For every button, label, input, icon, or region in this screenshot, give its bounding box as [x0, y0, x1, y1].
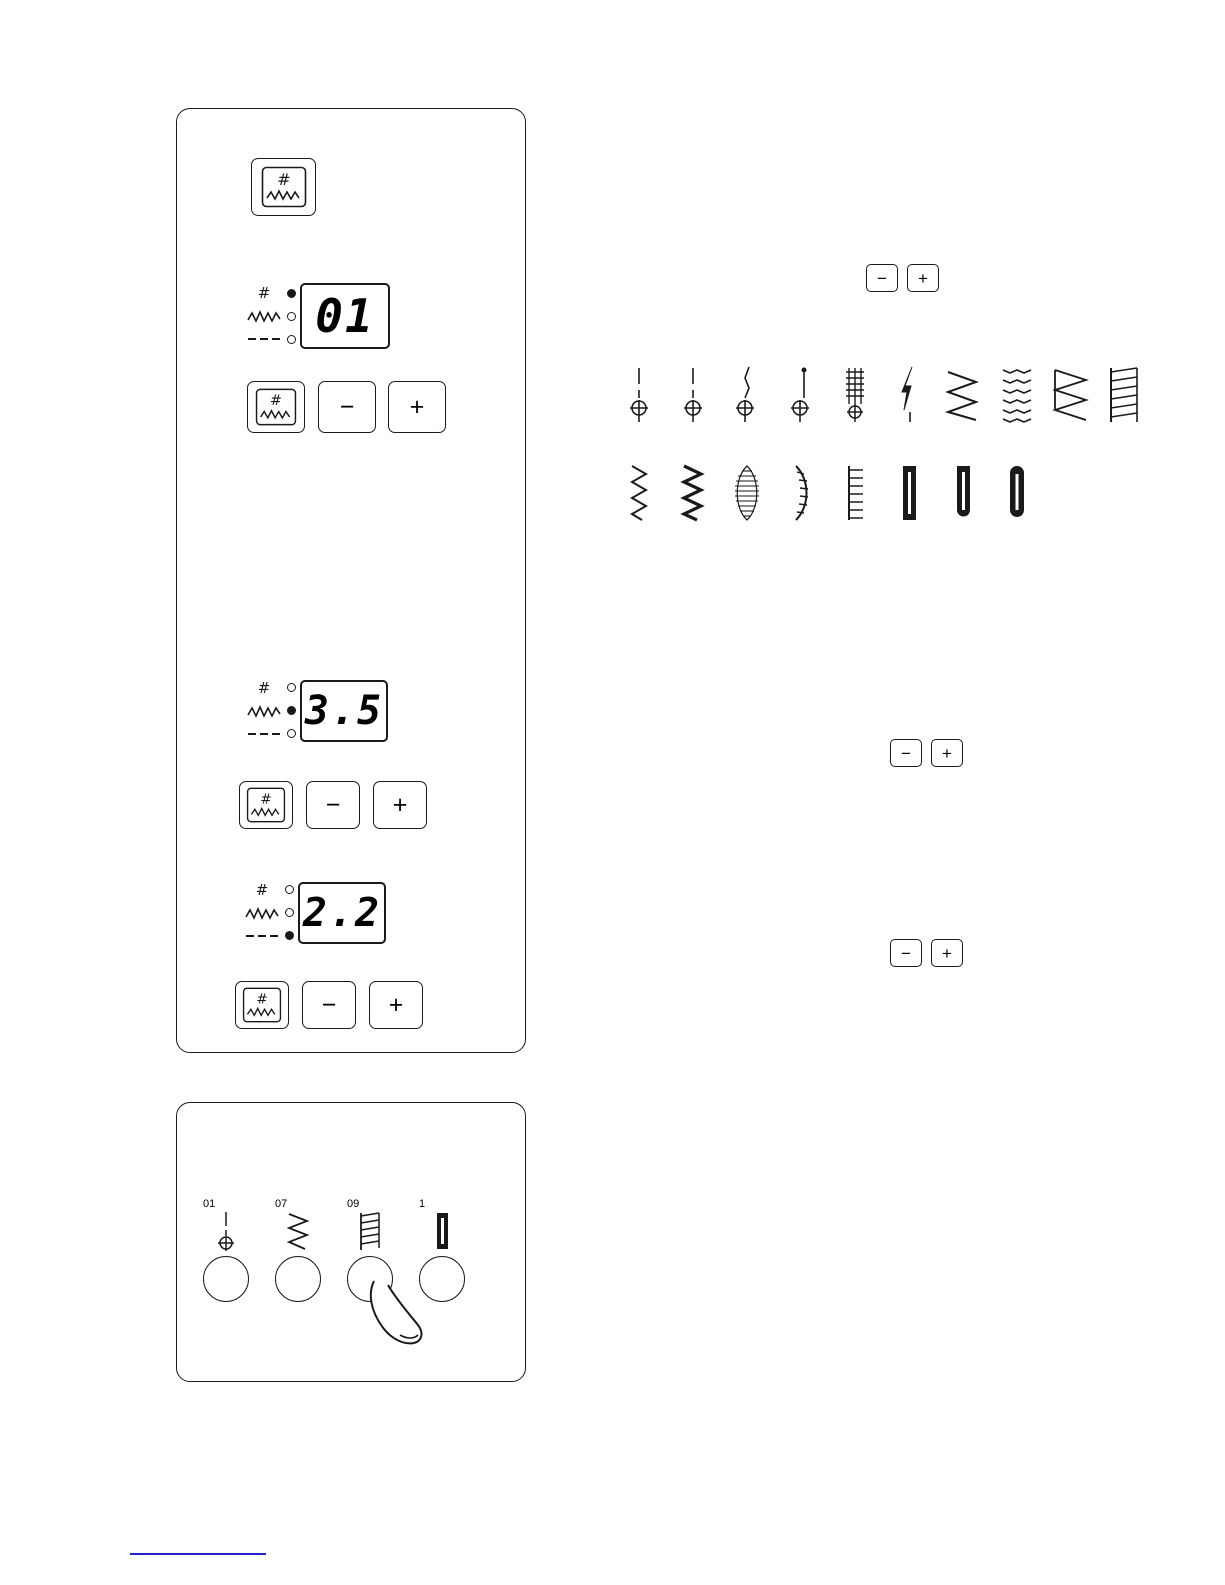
- direct-pattern-buttons-panel: [176, 1102, 526, 1382]
- svg-text:#: #: [257, 679, 271, 696]
- minus-label: −: [325, 790, 341, 819]
- stitch-wide-zigzag: [1044, 362, 1098, 428]
- direct-button-1-number: 1: [419, 1198, 426, 1210]
- dashed-line-icon: [247, 726, 281, 742]
- direct-button-07[interactable]: [263, 1198, 333, 1302]
- indicator-dot-length: [285, 931, 294, 940]
- display-indicators: [247, 679, 296, 742]
- plus-label: +: [409, 392, 425, 421]
- length-lcd-screen: [298, 882, 386, 944]
- indicator-width: [245, 904, 294, 921]
- straight-stitch-icon: [191, 1210, 261, 1252]
- mode-key-top[interactable]: [251, 158, 316, 216]
- stitch-overlock: [1098, 362, 1152, 428]
- stitch-satin-leaf: [720, 460, 774, 526]
- pattern-plus-key[interactable]: [388, 381, 446, 433]
- indicator-dot-length: [287, 335, 296, 344]
- pattern-mode-key[interactable]: [247, 381, 305, 433]
- width-adjust-pair: [890, 739, 963, 767]
- direct-button-01[interactable]: [191, 1198, 261, 1302]
- minus-label: −: [877, 268, 887, 288]
- stitch-width-value: 3.5: [304, 687, 384, 734]
- direct-button-07-number: 07: [275, 1198, 288, 1210]
- indicator-pattern: [247, 285, 296, 302]
- length-minus-key[interactable]: [302, 981, 356, 1029]
- svg-text:#: #: [255, 881, 269, 898]
- control-panel: [176, 108, 526, 1053]
- indicator-length: [245, 927, 294, 944]
- stitch-buttonhole-round: [990, 460, 1044, 526]
- stitch-straight-stitch-center: [612, 362, 666, 428]
- display-indicators: [245, 881, 294, 944]
- stitch-triple-straight: [828, 362, 882, 428]
- pattern-lcd-screen: [300, 283, 390, 349]
- stitch-width-display: [247, 679, 388, 742]
- plus-label: +: [942, 943, 952, 963]
- zigzag-stitch-icon: [263, 1210, 333, 1252]
- stitch-stretch-lightning: [882, 362, 936, 428]
- plus-label: +: [392, 790, 408, 819]
- length-adjust-minus[interactable]: [890, 939, 922, 967]
- stitch-chart-row-1: [612, 362, 1152, 428]
- indicator-width: [247, 702, 296, 719]
- indicator-pattern: [245, 881, 294, 898]
- indicator-dot-pattern: [287, 289, 296, 298]
- stitch-selection-icon: [246, 787, 286, 823]
- stitch-straight-needle-left: [774, 362, 828, 428]
- indicator-dot-width: [285, 908, 294, 917]
- stitch-length-display: [245, 881, 386, 944]
- hash-icon: [245, 882, 279, 898]
- stitch-blind-hem: [828, 460, 882, 526]
- width-adjust-plus[interactable]: [931, 739, 963, 767]
- buttonhole-icon: [407, 1210, 477, 1252]
- plus-label: +: [942, 743, 952, 763]
- stitch-selection-icon: [242, 987, 282, 1023]
- width-plus-key[interactable]: [373, 781, 427, 829]
- overlock-stitch-icon: [335, 1210, 405, 1252]
- svg-text:#: #: [256, 991, 268, 1008]
- plus-label: +: [918, 268, 928, 288]
- hash-icon: [247, 680, 281, 696]
- zigzag-icon: [245, 905, 279, 921]
- hash-icon: [247, 285, 281, 301]
- stitch-narrow-zigzag: [612, 460, 666, 526]
- minus-label: −: [321, 990, 337, 1019]
- indicator-dot-width: [287, 706, 296, 715]
- pattern-minus-key[interactable]: [318, 381, 376, 433]
- dashed-line-icon: [247, 331, 281, 347]
- stitch-zigzag: [936, 362, 990, 428]
- dashed-line-icon: [245, 928, 279, 944]
- direct-button-01-number: 01: [203, 1198, 216, 1210]
- stitch-selection-icon: [261, 166, 307, 208]
- svg-text:#: #: [257, 285, 271, 301]
- stitch-length-value: 2.2: [302, 889, 382, 936]
- indicator-dot-width: [287, 312, 296, 321]
- stitch-straight-stitch-left: [666, 362, 720, 428]
- minus-label: −: [901, 743, 911, 763]
- footer-link-underline[interactable]: [130, 1553, 266, 1555]
- minus-label: −: [901, 943, 911, 963]
- pattern-adjust-plus[interactable]: [907, 264, 939, 292]
- length-plus-key[interactable]: [369, 981, 423, 1029]
- pattern-adjust-minus[interactable]: [866, 264, 898, 292]
- direct-button-09-number: 09: [347, 1198, 360, 1210]
- pattern-number-value: 01: [315, 289, 375, 343]
- direct-button-07-circle[interactable]: [275, 1256, 321, 1302]
- zigzag-icon: [247, 308, 281, 324]
- indicator-pattern: [247, 679, 296, 696]
- stitch-rick-rack: [666, 460, 720, 526]
- stitch-crescent: [774, 460, 828, 526]
- svg-text:#: #: [260, 791, 272, 808]
- display-indicators: [247, 285, 296, 348]
- width-minus-key[interactable]: [306, 781, 360, 829]
- indicator-length: [247, 725, 296, 742]
- minus-label: −: [339, 392, 355, 421]
- stitch-straight-needle-right: [720, 362, 774, 428]
- length-adjust-plus[interactable]: [931, 939, 963, 967]
- length-mode-key[interactable]: [235, 981, 289, 1029]
- indicator-dot-pattern: [285, 885, 294, 894]
- stitch-buttonhole-keyhole: [936, 460, 990, 526]
- stitch-buttonhole-straight: [882, 460, 936, 526]
- indicator-dot-pattern: [287, 683, 296, 692]
- finger-pressing-icon: [362, 1277, 452, 1367]
- stitch-chart-row-2: [612, 460, 1044, 526]
- plus-label: +: [388, 990, 404, 1019]
- stitch-three-step-zigzag: [990, 362, 1044, 428]
- indicator-length: [247, 331, 296, 348]
- stitch-selection-icon: [255, 388, 297, 426]
- indicator-width: [247, 308, 296, 325]
- width-lcd-screen: [300, 680, 388, 742]
- zigzag-icon: [247, 703, 281, 719]
- width-adjust-minus[interactable]: [890, 739, 922, 767]
- length-adjust-pair: [890, 939, 963, 967]
- indicator-dot-length: [287, 729, 296, 738]
- direct-button-01-circle[interactable]: [203, 1256, 249, 1302]
- svg-text:#: #: [269, 393, 283, 410]
- svg-text:#: #: [276, 170, 291, 189]
- pattern-number-display: [247, 283, 390, 349]
- width-mode-key[interactable]: [239, 781, 293, 829]
- pattern-adjust-pair: [866, 264, 939, 292]
